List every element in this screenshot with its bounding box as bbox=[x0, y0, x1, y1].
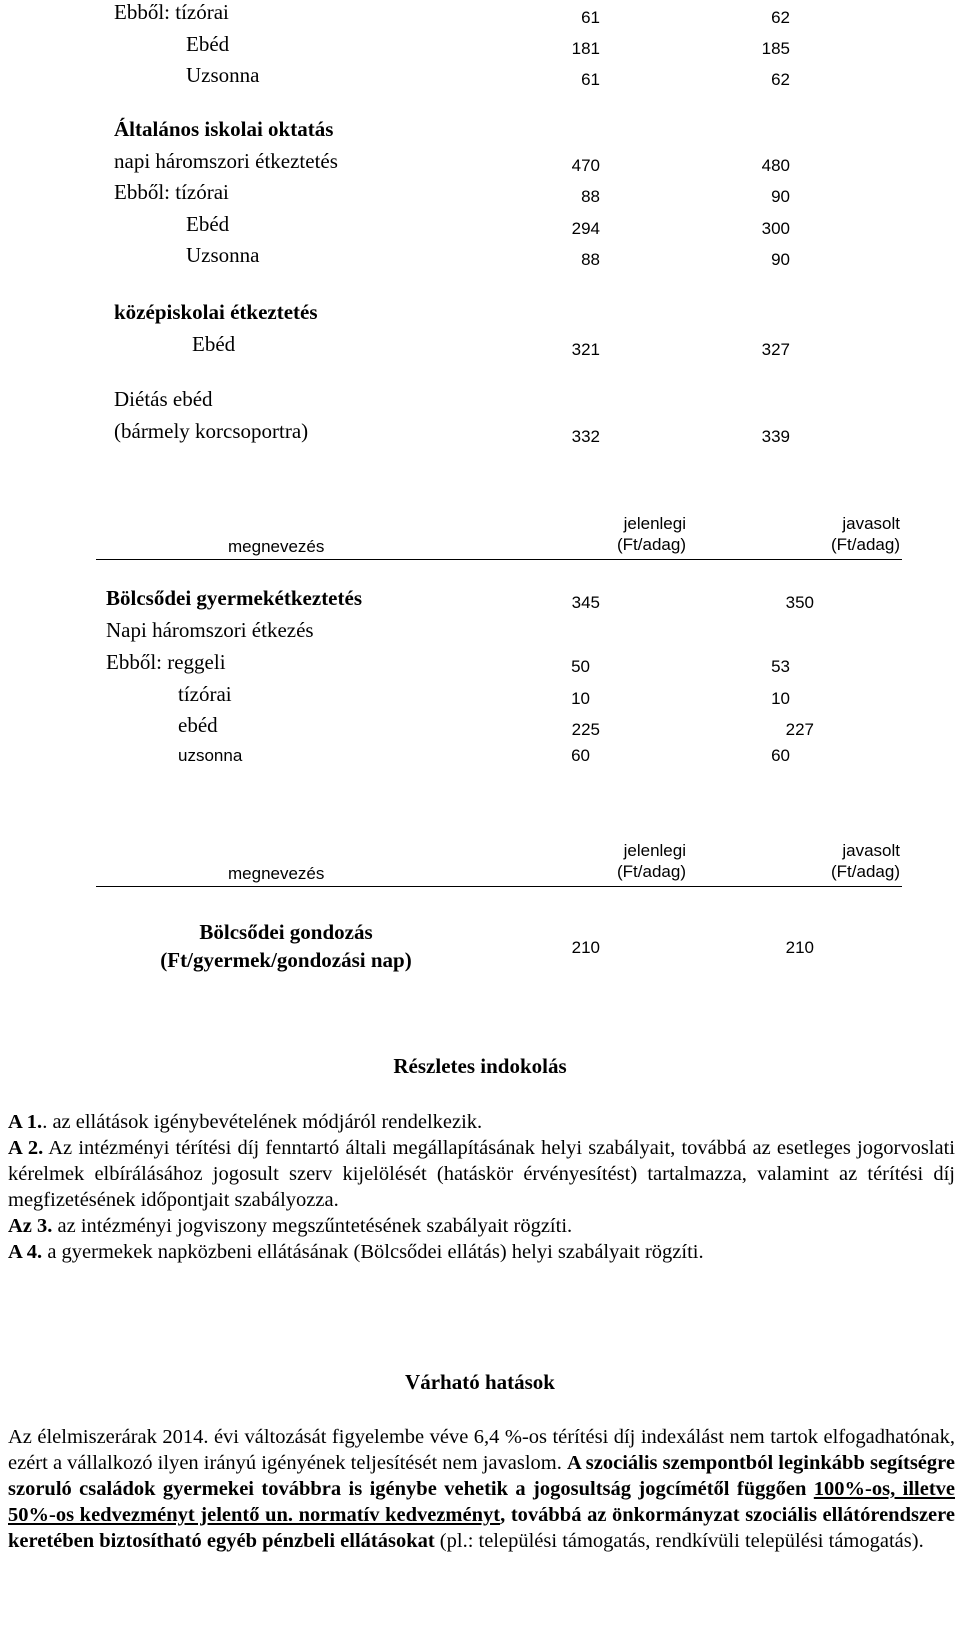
paragraph-a2: A 2. Az intézményi térítési díj fenntartó általi megállapításának helyi szabályait, továbbá az esetleges jogorvoslati kérelmek elbírálásához jogosult szerv kijelölését (hatáskör érvényesítést) tartalmazza, valamint az térítési díj megfizetésének időpontjait szabályozza. bbox=[8, 1137, 955, 1211]
proposed-value: 327 bbox=[761, 340, 790, 359]
justification-body bbox=[8, 1109, 955, 1265]
proposed-value: 90 bbox=[771, 250, 790, 269]
impacts-heading: Várható hatások bbox=[405, 1370, 555, 1394]
row-label: Ebből: tízórai bbox=[114, 180, 229, 204]
current-value: 181 bbox=[571, 39, 600, 58]
proposed-value: 480 bbox=[761, 156, 790, 175]
current-value: 332 bbox=[571, 427, 600, 446]
proposed-value: 210 bbox=[785, 938, 814, 957]
current-value: 210 bbox=[571, 938, 600, 957]
current-value: 321 bbox=[571, 340, 600, 359]
impacts-body: Az élelmiszerárak 2014. évi változását figyelembe véve 6,4 %-os térítési díj indexálást nem tartok elfogadhatónak, ezért a vállalkozó ilyen irányú igényének teljesítését nem javaslom. A szociális szempontból leginkább segítségre szoruló családok gyermekei továbbra is igénybe vehetik a jogosultság jogcímétől függően 100%-os, illetve 50%-os kedvezményt jelentő un. normatív kedvezményt, továbbá az önkormányzat szociális ellátórendszere keretében biztosítható egyéb pénzbeli ellátásokat (pl.: települési támogatás, rendkívüli települési támogatás). bbox=[8, 1426, 955, 1552]
row-label: ebéd bbox=[178, 713, 218, 737]
proposed-value: 62 bbox=[771, 70, 790, 89]
care-label: Bölcsődei gondozás (Ft/gyermek/gondozási nap) bbox=[160, 920, 412, 972]
current-value: 61 bbox=[581, 70, 600, 89]
section-title: Általános iskolai oktatás bbox=[114, 117, 334, 141]
current-value: 345 bbox=[571, 593, 600, 612]
row-label: tízórai bbox=[178, 682, 232, 706]
current-value: 88 bbox=[581, 250, 600, 269]
current-value: 50 bbox=[571, 657, 590, 676]
row-label: Ebből: tízórai bbox=[114, 0, 229, 24]
proposed-value: 227 bbox=[785, 720, 814, 739]
proposed-value: 339 bbox=[761, 427, 790, 446]
row-label: Ebből: reggeli bbox=[106, 650, 226, 674]
section-title: Diétás ebéd bbox=[114, 387, 213, 411]
proposed-value: 185 bbox=[761, 39, 790, 58]
paragraph-a4: A 4. a gyermekek napközbeni ellátásának (Bölcsődei ellátás) helyi szabályait rögzíti. bbox=[8, 1241, 704, 1263]
proposed-value: 60 bbox=[771, 746, 790, 765]
column-header-current: jelenlegi (Ft/adag) bbox=[617, 514, 686, 555]
header-divider bbox=[96, 886, 902, 887]
section-title: középiskolai étkeztetés bbox=[114, 300, 318, 324]
proposed-value: 350 bbox=[785, 593, 814, 612]
proposed-value: 300 bbox=[761, 219, 790, 238]
column-header-proposed: javasolt (Ft/adag) bbox=[831, 514, 900, 555]
paragraph-a1: A 1.. az ellátások igénybevételének módjáról rendelkezik. bbox=[8, 1111, 483, 1133]
current-value: 225 bbox=[571, 720, 600, 739]
justification-heading: Részletes indokolás bbox=[393, 1054, 567, 1078]
table-subtitle: Napi háromszori étkezés bbox=[106, 618, 314, 642]
column-header-current: jelenlegi (Ft/adag) bbox=[617, 841, 686, 882]
proposed-value: 10 bbox=[771, 689, 790, 708]
paragraph-a3: Az 3. az intézményi jogviszony megszűntetésének szabályait rögzíti. bbox=[8, 1215, 573, 1237]
column-header-name: megnevezés bbox=[228, 537, 325, 556]
current-value: 88 bbox=[581, 187, 600, 206]
row-label: Ebéd bbox=[192, 332, 236, 356]
row-label: uzsonna bbox=[178, 746, 243, 765]
current-value: 470 bbox=[571, 156, 600, 175]
section-subtitle: (bármely korcsoportra) bbox=[114, 419, 309, 443]
row-label: Uzsonna bbox=[186, 243, 260, 267]
proposed-value: 90 bbox=[771, 187, 790, 206]
column-header-name: megnevezés bbox=[228, 864, 325, 883]
row-label: Ebéd bbox=[186, 32, 230, 56]
current-value: 294 bbox=[571, 219, 600, 238]
row-label: Ebéd bbox=[186, 212, 230, 236]
proposed-value: 53 bbox=[771, 657, 790, 676]
current-value: 60 bbox=[571, 746, 590, 765]
current-value: 61 bbox=[581, 8, 600, 27]
section-subtitle: napi háromszori étkeztetés bbox=[114, 149, 338, 173]
column-header-proposed: javasolt (Ft/adag) bbox=[831, 841, 900, 882]
current-value: 10 bbox=[571, 689, 590, 708]
proposed-value: 62 bbox=[771, 8, 790, 27]
table-title: Bölcsődei gyermekétkeztetés bbox=[106, 586, 362, 610]
header-divider bbox=[96, 559, 902, 560]
row-label: Uzsonna bbox=[186, 63, 260, 87]
